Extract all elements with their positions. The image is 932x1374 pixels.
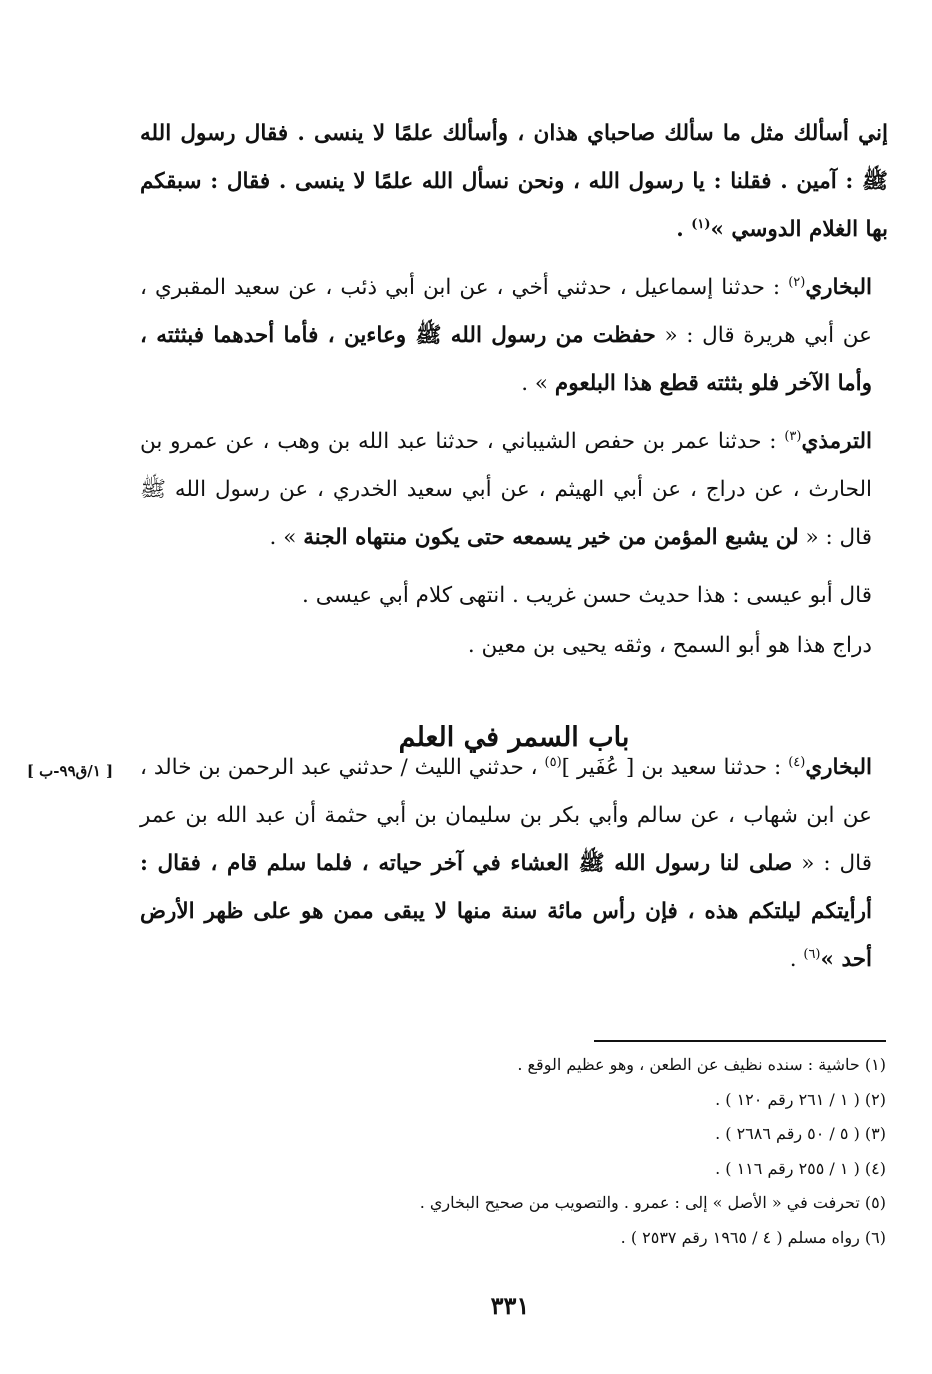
section-heading: باب السمر في العلم <box>398 722 630 753</box>
paragraph-tail: » . <box>269 525 304 550</box>
paragraph-abu-isa: قال أبو عيسى : هذا حديث حسن غريب . انتهى كلام أبي عيسى . <box>302 583 872 608</box>
source-name: البخاري <box>805 275 872 300</box>
source-name: الترمذي <box>801 429 872 454</box>
paragraph-darraj: دراج هذا هو أبو السمح ، وثقه يحيى بن معين . <box>467 633 872 658</box>
paragraph-tail: . <box>676 217 692 242</box>
paragraph-continuation <box>140 110 888 254</box>
paragraph-bukhari-samar <box>140 744 888 984</box>
hadith-text: لن يشبع المؤمن من خير يسمعه حتى يكون منتهاه الجنة <box>303 525 799 550</box>
isnad-chain: : حدثنا إسماعيل ، حدثني أخي ، عن ابن أبي ذئب ، عن سعيد المقبري ، عن أبي هريرة قال : « <box>140 275 872 348</box>
quote-close: » <box>820 947 842 972</box>
footnote-ref[interactable]: (٣) <box>784 428 802 444</box>
main-text-block <box>140 110 888 672</box>
isnad-chain: : حدثنا سعيد بن [ عُفَير ] <box>561 755 789 780</box>
paragraph-tirmidhi <box>140 418 888 562</box>
isnad-chain: : حدثنا عمر بن حفص الشيباني ، حدثنا عبد الله بن وهب ، عن عمرو بن الحارث ، عن دراج ، عن أبي الهيثم ، عن أبي سعيد الخدري ، عن رسول الله ﷺ قال : « <box>140 429 872 550</box>
footnote-ref[interactable]: (١) <box>691 216 711 232</box>
manuscript-folio-ref: [ ١/ق٩٩-ب ] <box>26 762 114 780</box>
footnote-ref[interactable]: (٦) <box>803 946 821 962</box>
footnote: (٣) ( ٥ / ٥٠ رقم ٢٦٨٦ ) . <box>715 1124 886 1143</box>
section-text-block <box>140 744 888 994</box>
paragraph-tail: . <box>789 947 804 972</box>
footnote-ref[interactable]: (٤) <box>788 754 806 770</box>
paragraph-text: إني أسألك مثل ما سألك صاحباي هذان ، وأسألك علمًا لا ينسى . فقال رسول الله ﷺ : آمين . فقلنا : يا رسول الله ، ونحن نسأل الله علمًا لا ينسى . فقال : سبقكم بها الغلام الدوسي » <box>140 121 888 242</box>
footnote: (٦) رواه مسلم ( ٤ / ١٩٦٥ رقم ٢٥٣٧ ) . <box>620 1227 886 1247</box>
footnote: (٥) تحرفت في « الأصل » إلى : عمرو . والتصويب من صحيح البخاري . <box>419 1193 886 1212</box>
paragraph-tail: » . <box>521 371 555 396</box>
footnotes <box>140 1048 886 1255</box>
footnote-ref[interactable]: (٥) <box>544 754 562 770</box>
footnote: (٢) ( ١ / ٢٦١ رقم ١٢٠ ) . <box>715 1089 886 1109</box>
footnote-divider <box>594 1040 886 1042</box>
footnote: (٤) ( ١ / ٢٥٥ رقم ١١٦ ) . <box>715 1158 886 1178</box>
footnote-ref[interactable]: (٢) <box>788 274 806 290</box>
hadith-text: صلى لنا رسول الله ﷺ العشاء في آخر حياته ، فلما سلم قام ، فقال : أرأيتكم ليلتكم هذه ، فإن رأس مائة سنة منها لا يبقى ممن هو على ظهر الأرض أحد <box>140 851 872 972</box>
hadith-text: حفظت من رسول الله ﷺ وعاءين ، فأما أحدهما فبثثته ، وأما الآخر فلو بثثته قطع هذا البلعوم <box>140 323 872 396</box>
page-number: ٣٣١ <box>490 1291 530 1320</box>
source-name: البخاري <box>805 755 872 780</box>
footnote: (١) حاشية : سنده نظيف عن الطعن ، وهو عظيم الوقع . <box>517 1055 886 1074</box>
isnad-chain: ، حدثني الليث / حدثني عبد الرحمن بن خالد ، عن ابن شهاب ، عن سالم وأبي بكر بن سليمان بن أبي حثمة أن عبد الله بن عمر قال : « <box>140 755 872 876</box>
paragraph-bukhari <box>140 264 888 408</box>
